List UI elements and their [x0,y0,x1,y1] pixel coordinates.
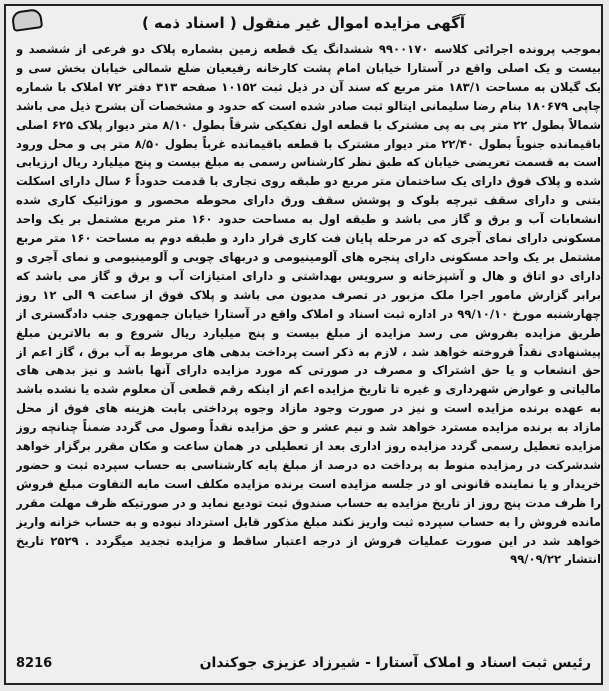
notice-title: آگهی مزایده اموال غیر منقول ( اسناد ذمه ) [141,14,466,32]
signature-line: رئیس ثبت اسناد و املاک آستارا - شیرزاد عزیزی جوکندان [199,655,591,671]
notice-footer [16,651,591,675]
notice-code: 8216 [16,655,53,671]
notice-body: بموجب پرونده اجرائی کلاسه ۹۹۰۰۱۷۰ ششدانگ یک قطعه زمین بشماره پلاک دو فرعی از ششصد و بیست و یک اصلی واقع در آستارا خیابان امام پشت کارخانه رفیعیان ضلع شمالی خیابان بخش سی و یک گیلان به مساحت ۱۸۳/۱ متر مربع که سند آن در ذیل ثبت ۱۰۱۵۲ صفحه ۳۱۳ دفتر ۷۲ املاک با شماره چاپی ۱۸۰۶۷۹ بنام رضا سلیمانی ایتالو ثبت صادر شده است که حدود و مشخصات آن بشرح ذیل می باشد شمالاً بطول ۲۲ متر پی به پی مشترک با قطعه اول تفکیکی شرقاً بطول ۸/۱۰ متر دیوار پلاک ۶۲۵ اصلی باقیمانده جنوباً بطول ۲۲/۴۰ متر دیوار مشترک با قطعه باقیمانده غرباً بطول ۸/۵۰ متر پی و محل ورود است به قسمت تعریضی خیابان که طبق نظر کارشناس رسمی به مبلغ بیست و پنج میلیارد ریال ارزیابی شده و پلاک فوق دارای یک ساختمان متر مربع دو طبقه روی تجاری با قدمت حدوداً ۶ سال دارای اسکلت بتنی و دارای سقف تیرچه بلوک و پوشش سقف ورق دارای محوطه محصور و موزائیک کاری شده انشعابات آب و برق و گاز می باشد و طبقه اول به مساحت حدود ۱۶۰ متر مربع مشتمل بر یک واحد مسکونی دارای نمای آجری که در مرحله پایان فت کاری قرار دارد و طبقه دوم به مساحت ۱۶۰ متر مربع مشتمل بر یک واحد مسکونی دارای پنجره های آلومینیومی و دربهای چوبی و آلومینیومی و نمای آجری و دارای دو اتاق و هال و آشپزخانه و سرویس بهداشتی و دارای امتیازات آب و برق و گاز می باشد که برابر گزارش مامور اجرا ملک مزبور در تصرف مدیون می باشد و پلاک فوق از ساعت ۹ الی ۱۲ روز چهارشنبه مورخ ۹۹/۱۰/۱۰ در اداره ثبت اسناد و املاک واقع در آستارا خیابان جمهوری جنب دادگستری از طریق مزایده بفروش می رسد مزایده از مبلغ بیست و پنج میلیارد ریال شروع و به بالاترین مبلغ پیشنهادی نقداً فروخته خواهد شد ، لازم به ذکر است پرداخت بدهی های مربوط به آب برق ، گاز اعم از حق انشعاب و یا حق اشتراک و مصرف در صورتی که مورد مزایده دارای آنها باشد و نیز بدهی های مالیاتی و عوارض شهرداری و غیره تا تاریخ مزایده اعم از اینکه رقم قطعی آن معلوم شده یا نشده باشد به عهده برنده مزایده است و نیز در صورت وجود مازاد وجوه پرداختی بابت هزینه های فوق از محل مازاد به برنده مزایده مسترد خواهد شد و نیم عشر و حق مزایده نقداً وصول می گردد ضمناً چنانچه روز مزایده تعطیل رسمی گردد مزایده روز اداری بعد از تعطیلی در همان ساعت و مکان مقرر برگزار خواهد شدشرکت در رمزایده منوط به پرداخت ده درصد از مبلغ پایه کارشناسی به حساب سپرده ثبت و حضور خریدار و یا نماینده قانونی او در جلسه مزایده است برنده مزایده مکلف است مابه التفاوت مبلغ فروش را ظرف مدت پنج روز از تاریخ مزایده به حساب صندوق ثبت تودیع نماید و در صورتیکه ظرف مهلت مقرر مانده فروش را به حساب سپرده ثبت واریز نکند مبلغ مذکور قابل استرداد نبوده و به حساب خزانه واریز خواهد شد در این صورت عملیات فروش از درجه اعتبار ساقط و مزایده تجدید میگردد . ۲۵۲۹ تاریخ انتشار ۹۹/۰۹/۲۲ [16,42,601,567]
notice-frame [4,4,603,685]
